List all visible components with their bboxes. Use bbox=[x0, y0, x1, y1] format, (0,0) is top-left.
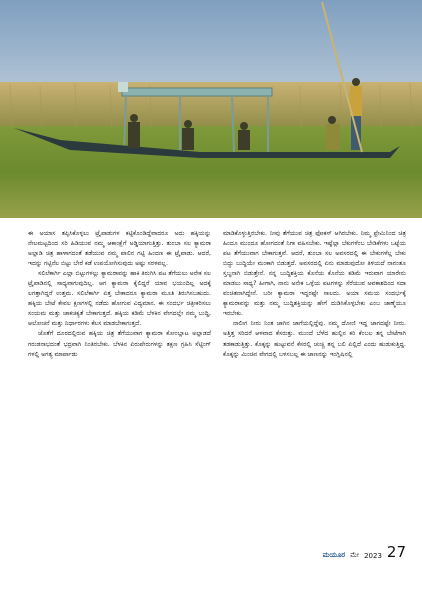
paragraph: ಈ ಅಯಾಸ ತಪ್ಪಿಸಿಕೊಳ್ಳಲು ಟ್ರೈಪಾಡುಗಳ ಕಟ್ಟಿಕೊಂಡಿದ್ದೆವಾದರೂ ಅದು ಹಕ್ಕಿಯನ್ನು ನೇಲಮಟ್ಟದಿಂದ ಸರಿ ಹಿಡಿಯುವ ನಮ್ಮ ಆಕಾಂಕ್ಷೆಗೆ ಅಡ್ಡಿಯಾಗುತ್ತಿತ್ತು. ತುಂಬಾ ಸಲ ಕ್ಯಾಮರಾ ಅಲ್ಲಾಡಿ ಚಿತ್ರ ಹಾಳಾಗದಂತೆ ತಡೆಯುವ ನಮ್ಮ ಪಾಲಿನ ಗಟ್ಟಿ ಹಿಂದಣ ಈ ಟ್ರೈಪಾಡು. ಆದರೆ, ಇದನ್ನು ಗಟ್ಟಿನೆಲ ಬಿಟ್ಟು ಬೇರೆ ಕಡೆ ಉಪಯೋಗಿಸುವುದು ಅಷ್ಟು ಸರಳವಲ್ಲ. bbox=[28, 230, 211, 268]
issue-year: 2023 bbox=[364, 552, 382, 560]
article-column-right bbox=[223, 229, 406, 557]
paragraph: ಜೊತೆಗೆ ದೂರದಲ್ಲಿರುವ ಹಕ್ಕಿಯ ಚಿತ್ರ ತೆಗೆಯುವಾಗ ಕ್ಯಾಮರಾ ಕೋಂಬ್ಲಾಟ ಅಲ್ಲಾಡದೆ ಗರುಡನಾಭದಂತೆ ಭದ್ರವಾಗಿ ನಿಂತಿರಬೇಕು. ಬೆಳಕಿನ ಏರುಪೇರುಗಳನ್ನು ತಕ್ಷಣ ಗ್ರಹಿಸಿ ಸೆಟ್ಟಿಂಗ್ ಗಳಲ್ಲಿ ಅಗತ್ಯ ಮಾರ್ಪಾಡು bbox=[28, 330, 211, 358]
page-footer bbox=[323, 545, 406, 560]
wetland-boat-photo bbox=[0, 0, 422, 218]
paragraph: ಮಾಡಿಕೊಳ್ಳುತ್ತಿರಬೇಕು. ನೀವು ತೆಗೆಯುವ ಚಿತ್ರ ಫೋಕಸ್ ಆಗಿರಬೇಕು. ನಿಮ್ಮ ಫ್ರೇಮಿನಿಂದ ಚಿತ್ರ ಹಿಂದೂ ಮುಂದೂ ಹೋಗದಂತೆ ನಿಗಾ ವಹಿಸಬೇಕು. ಇಷ್ಟೆಲ್ಲಾ ಬೆಕುಗಳೆಂಬ ಬೇಡಿಕೆಗಳು ಒಟ್ಟೆಯ ಪಟ ತೆಗೆಯುವಾಗ ಬೇಕಾಗುತ್ತವೆ. ಆದರೆ, ತುಂಬಾ ಸಲ ಅವಸರದಲ್ಲಿ ಈ ಬೇಕುಗಳೆಲ್ಲ ಬೇಕು ಬಿದ್ದು ಬುದ್ಧಿಯೇ ಮಂಕಾಗಿ ಬಿಡುತ್ತದೆ. ಅವಸರದಲ್ಲಿ ಏನು ಮಾಡುವುದೋ ತಿಳಿಯದೆ ನಾನಂತೂ ಸ್ತಬ್ಧನಾಗಿ ಬಿಡುತ್ತೇನೆ. ನನ್ನ ಬುದ್ಧಿಶಕ್ತಿಯ ಕೊನೆಯ ಕೊನೆಯ ಕಡಿಮೆ ಇರುವಾಗ ಯಾರೇನು ಮಾಡಲು ಸಾಧ್ಯ? ಹೀಗಾಗಿ, ನಾನು ಅನೇಕ ಒಳ್ಳೆಯ ಪಟಗಳನ್ನು ಸೆರೆಯುವ ಅವಕಾಶದಿಂದ ಸದಾ ವಂಚಿತನಾಗಿದ್ದೇನೆ. ಬರೀ ಕ್ಯಾಮರಾ ಇದ್ದರಷ್ಟೇ ಸಾಲದು. ಅಯಾ ಸಮಯ ಸಂದರ್ಭಕ್ಕೆ ಕ್ಯಾಮರಾವನ್ನು ಮತ್ತು ನಮ್ಮ ಬುದ್ಧಿಶಕ್ತಿಯನ್ನು ಹೇಗೆ ದುಡಿಸಿಕೊಳ್ಳಬೇಕು ಎಂಬ ಜಾಣ್ಮೆಯೂ ಇರಬೇಕು. bbox=[223, 230, 406, 318]
paragraph: ನಾಲೀಗ ನೀರು ನಿಂತ ಜಾಗಿನ ಜಾಗೆಯಲ್ಲಿದ್ದೆವು. ನಮ್ಮ ದೋಣಿ ಇದ್ದ ಜಾಗದಷ್ಟೇ ನೀರು. ಅತ್ತಿತ್ತ ಸರಿದರೆ ಆಳವಾದ ಕೆಸರುತ್ತು. ಮುಂದೆ ಬೆಳೆದ ಹುಲ್ಲಿನ ಕರಿ ಕೆಂಬಲ ತನ್ನ ಬೇಟೆಗಾಗಿ ತಡಕಾಡುತ್ತಿತ್ತು. ಕೊಕ್ಕನ್ನು ಹುಟ್ಟುವನೆ ಕೆಸರಲ್ಲಿ ಚುಚ್ಚಿ ತನ್ನ ಬಲಿ ಏಲ್ಲಿದೆ ಎಂದು ಹುಡುಕುತ್ತಿದ್ದ. ಕೊಕ್ಕನ್ನು ಮಿಂಚಿನ ವೇಗದಲ್ಲಿ ಬಳಸಬಲ್ಲ ಈ ಜಾಣನನ್ನು ಇಂಗ್ಲಿಷಿನಲ್ಲಿ bbox=[223, 320, 406, 358]
paragraph: ಸಲಿಲೆಕಾರ್ಗಿ ಎಲ್ಲಾ ಬಿಟ್ಟುಗಳಲ್ಲು ಕ್ಯಾಮರಾವನ್ನು ಹಾಕಿ ತಿರುಗಿಸಿ ಪಟ ತೆಗೆಯಲು ಅನೇಕ ಸಲ ಟ್ರೈಪಾಡಿನಲ್ಲಿ ಸಾಧ್ಯವಾಗುವುದಿಲ್ಲ. ಆಗ ಕ್ಯಾಮರಾ ಕೈಲಿದ್ದರೆ ಯಾವ ಭಯಂದಿಲ್ಲ ಅದಕ್ಕೆ ಲಗತ್ತಾಗಿದ್ದರೆ ಉತ್ತಮ. ಸಲಿಲೆಕಾರ್ಗಿ ಏತ್ತ ಬೇಕಾದರೂ ಕ್ಯಾಮರಾ ಮೂತಿ ತಿರುಗಿಸಬಹುದು. ಹಕ್ಕಿಯ ಬೇಟೆ ಕೇವಲ ಕ್ಷಣಗಳಲ್ಲಿ ನಡೆದು ಹೋಗುವ ವಿದ್ಯಮಾನ. ಈ ಸಂದರ್ಭ ಚಿತ್ರೀಕರಿಸಲು ಸಂಯಮ ಮತ್ತು ಚಾಕಚಕ್ಯತೆ ಬೇಕಾಗುತ್ತದೆ. ಹಕ್ಕಿಯ ಕಡಿಮೆ ಬೆಳಕಿನ ವೇಗದಲ್ಲೇ ನಮ್ಮ ಬುದ್ಧಿ, ಆಲೋಚನೆ ಮತ್ತು ನಿರ್ಧಾರಗಳು ಕೆಲಸ ಮಾಡಬೇಕಾಗುತ್ತದೆ. bbox=[28, 270, 211, 328]
magazine-name: ಮಯೂರ bbox=[322, 551, 346, 559]
article-column-left bbox=[28, 229, 211, 557]
issue-month: ಮೇ bbox=[350, 551, 360, 559]
article-body bbox=[28, 229, 406, 557]
page-number: 27 bbox=[386, 543, 406, 561]
